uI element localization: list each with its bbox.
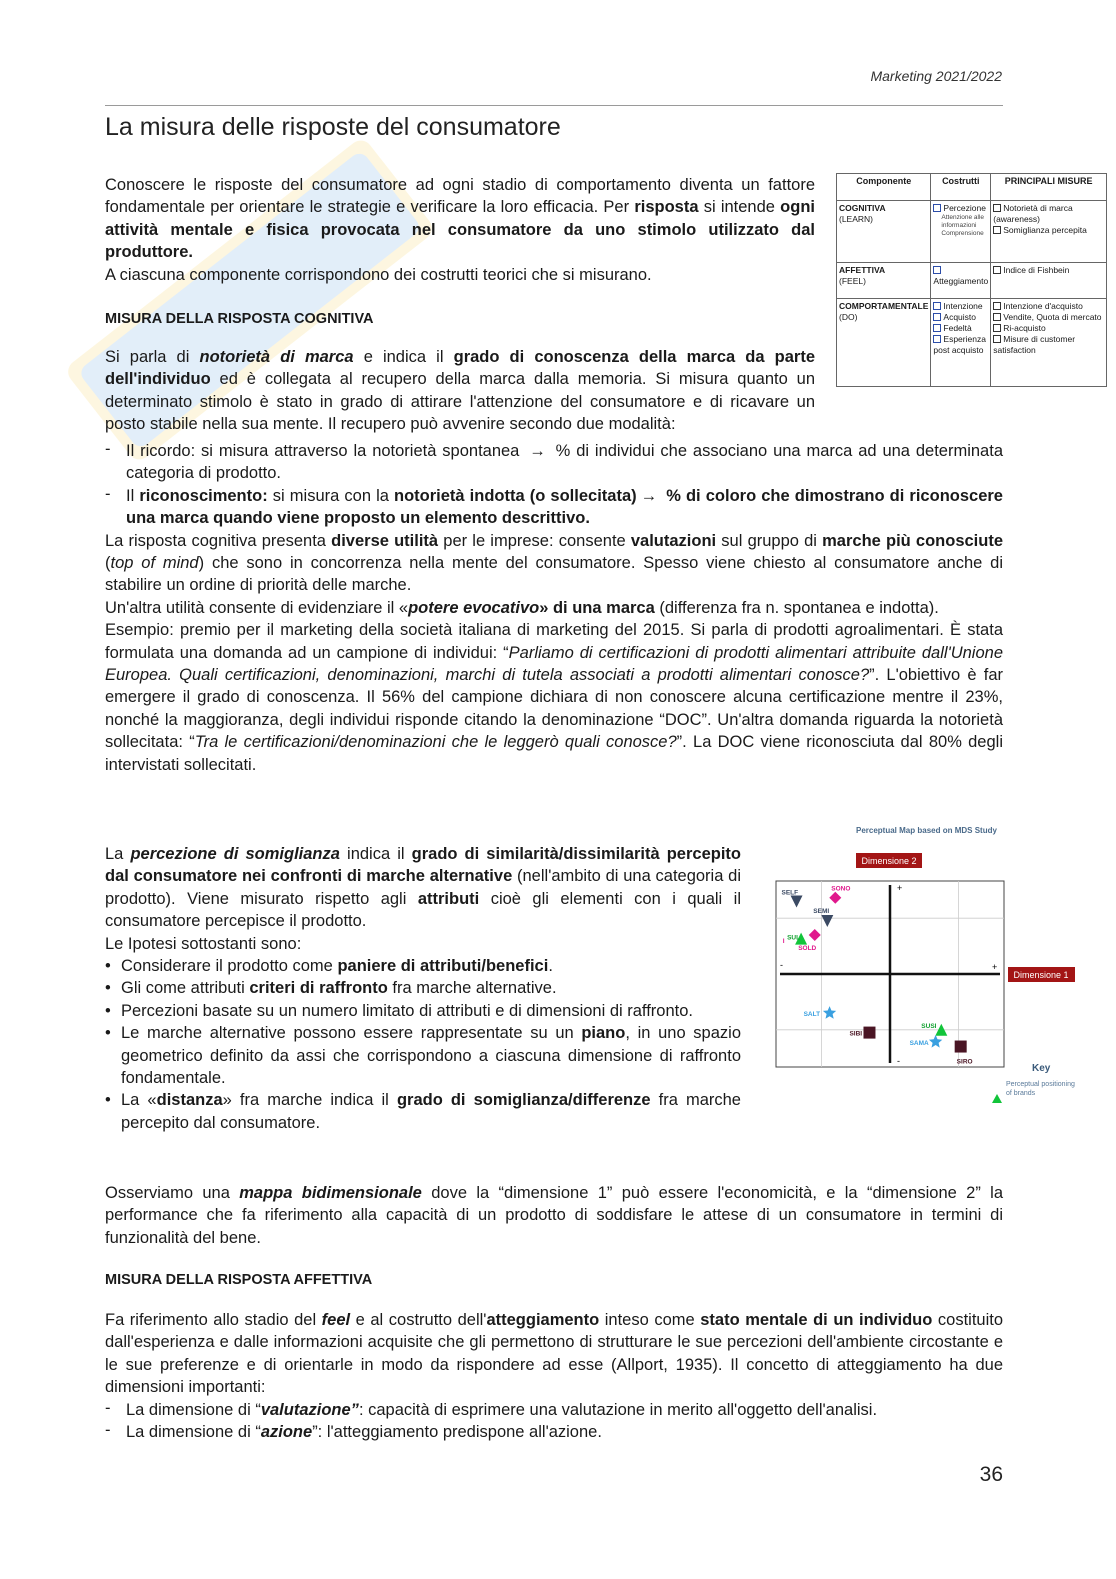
brand-label: SIBI [849,1030,863,1038]
brand-label: I [782,937,785,945]
brand-label: SEMI [813,907,830,915]
brand-label: SOLD [798,945,817,953]
y-minus-label: - [897,1056,900,1066]
affettiva-section [105,1272,1003,1443]
section-heading: MISURA DELLA RISPOSTA AFFETTIVA [105,1272,373,1288]
brand-label: SUL [787,934,801,942]
intro-paragraph: Conoscere le risposte del consumatore ad ogni stadio di comportamento diventa un fattore fondamentale per orientare le strategie e verificare la loro efficacia. Per risposta si intende ogni attività mentale e fisica provocata nel consumatore da uno stimolo utilizzato dal produttore. [105,176,815,262]
page-title: La misura delle risposte del consumatore [105,113,561,141]
table-header: Componente [837,174,931,201]
header-divider [105,105,1003,106]
xlabel: Dimensione 1 [1013,970,1069,980]
list-item: • Percezioni basate su un numero limitato di attributi e di dimensioni di raffronto. [105,1000,741,1022]
brand-point-siro [955,1041,967,1053]
perceptual-map-chart [770,820,1105,1110]
list-item: - Il riconoscimento: si misura con la notorietà indotta (o sollecitata) → % di coloro che dimostrano di riconoscere una marca quando viene proposto un elemento descrittivo. [105,485,1003,530]
somiglianza-section [105,843,741,1134]
atteggiamento-paragraph: Fa riferimento allo stadio del feel e al costrutto dell'atteggiamento inteso come stato mentale di un individuo costituito dall'esperienza e dalle informazioni acquisite che gli permettono di strutturare le sue percezioni dell'ambiente circostante e le sue preferenze e di orientarle in modo da rispondere ad esse (Allport, 1935). Il concetto di atteggiamento ha due dimensioni importanti: [105,1311,1004,1397]
table-header: PRINCIPALI MISURE [991,174,1107,201]
table-row: COMPORTAMENTALE (DO) Intenzione Acquisto Fedeltà Esperienza post acquisto Intenzione d'acquisto Vendite, Quota di mercato Ri-acquisto Misure di customer satisfaction [837,299,1107,387]
list-item: • Gli come attributi criteri di raffronto fra marche alternative. [105,977,741,999]
key-text: Perceptual positioning of brands [1006,1081,1075,1097]
mappa-paragraph: Osserviamo una mappa bidimensionale dove la “dimensione 1” può essere l'economicità, e la “dimensione 2” la performance che fa riferimento alla capacità di un prodotto di soddisfare le attese di un consumatore in termini di funzionalità del bene. [105,1184,1004,1247]
x-plus-label: + [992,962,998,972]
brand-label: SUSI [921,1022,937,1030]
list-item: - La dimensione di “valutazione”: capacità di esprimere una valutazione in merito all'oggetto dell'analisi. [105,1399,1003,1421]
key-title: Key [1032,1063,1051,1074]
ylabel: Dimensione 2 [861,856,917,866]
list-item: • Considerare il prodotto come paniere di attributi/benefici. [105,955,741,977]
table-row: AFFETTIVA (FEEL) Atteggiamento Indice di Fishbein [837,263,1107,299]
brand-label: SIRO [956,1058,973,1066]
esempio-paragraph: Esempio: premio per il marketing della società italiana di marketing del 2015. Si parla di prodotti agroalimentari. È stata formulata una domanda ad un campione di individui: “Parliamo di certificazioni di prodotti alimentari attribuite dall'Unione Europea. Quali certificazioni, denominazioni, marchi di tutela associati a prodotti alimentari conosce?”. L'obiettivo è far emergere il grado di conoscenza. Il 56% del campione dichiara di non conoscere alcuna certificazione mentre il 23%, nonché la maggioranza, degli individui risponde citando la denominazione “DOC”. Un'altra domanda riguarda la notorietà sollecitata: “Tra le certificazioni/denominazioni che le leggerò quali conosce?”. La DOC viene riconosciuta dal 80% degli intervistati sollecitati. [105,621,1004,774]
dimensioni-list [105,1399,1003,1444]
recupero-list [105,440,1003,530]
brand-label: SELF [781,889,799,897]
ipotesi-list [105,955,741,1134]
table-header: Costrutti [931,174,991,201]
y-plus-label: + [897,883,903,893]
mappa-section [105,1182,1003,1249]
brand-label: SONO [831,885,851,893]
course-header: Marketing 2021/2022 [870,68,1002,84]
table-row: COGNITIVA (LEARN) Percezione Attenzione alle informazioni Comprensione Notorietà di marca (awareness) Somiglianza percepita [837,201,1107,263]
brand-label: SALT [803,1011,821,1019]
cognitiva-section [105,311,1003,436]
brand-point-sibi [863,1027,875,1039]
x-minus-label: - [780,960,783,970]
page-number: 36 [979,1463,1003,1486]
intro-section [105,174,815,286]
ipotesi-intro: Le Ipotesi sottostanti sono: [105,934,302,953]
list-item: • Le marche alternative possono essere rappresentate su un piano, in uno spazio geometrico definito da assi che corrispondono a ciascuna dimensione di raffronto fondamentale. [105,1022,741,1089]
list-item: • La «distanza» fra marche indica il grado di somiglianza/differenze fra marche percepito dal consumatore. [105,1089,741,1134]
key-marker [992,1094,1002,1103]
section-heading: MISURA DELLA RISPOSTA COGNITIVA [105,311,374,327]
potere-evocativo-paragraph: Un'altra utilità consente di evidenziare il «potere evocativo» di una marca (differenza fra n. spontanea e indotta). [105,598,939,617]
utilita-paragraph: La risposta cognitiva presenta diverse utilità per le imprese: consente valutazioni sul gruppo di marche più conosciute (top of mind) che sono in concorrenza nella mente del consumatore. Spesso viene chiesto al consumatore anche di stabilire un ordine di priorità delle marche. [105,531,1004,595]
somiglianza-paragraph: La percezione di somiglianza indica il grado di similarità/dissimilarità percepito dal consumatore nei confronti di marche alternative (nell'ambito di una categoria di prodotto). Viene misurato rispetto agli attributi cioè gli elementi con i quali il consumatore percepisce il prodotto. [105,845,741,931]
cognitiva-continued [105,420,1003,776]
brand-label: SAMA [909,1039,929,1047]
chart-title: Perceptual Map based on MDS Study [856,826,997,835]
intro-paragraph-2: A ciascuna componente corrispondono dei costrutti teorici che si misurano. [105,265,652,284]
list-item: - Il ricordo: si misura attraverso la notorietà spontanea → % di individui che associano una marca ad una determinata categoria di prodotto. [105,440,1003,485]
list-item: - La dimensione di “azione”: l'atteggiamento predispone all'azione. [105,1421,1003,1443]
notorieta-paragraph: Si parla di notorietà di marca e indica il grado di conoscenza della marca da parte dell'individuo ed è collegata al recupero della marca dalla memoria. Si misura quanto un determinato stimolo è stato in grado di attirare l'attenzione del consumatore e di ricavare un posto stabile nella sua mente. Il recupero può avvenire secondo due modalità: [105,348,815,434]
